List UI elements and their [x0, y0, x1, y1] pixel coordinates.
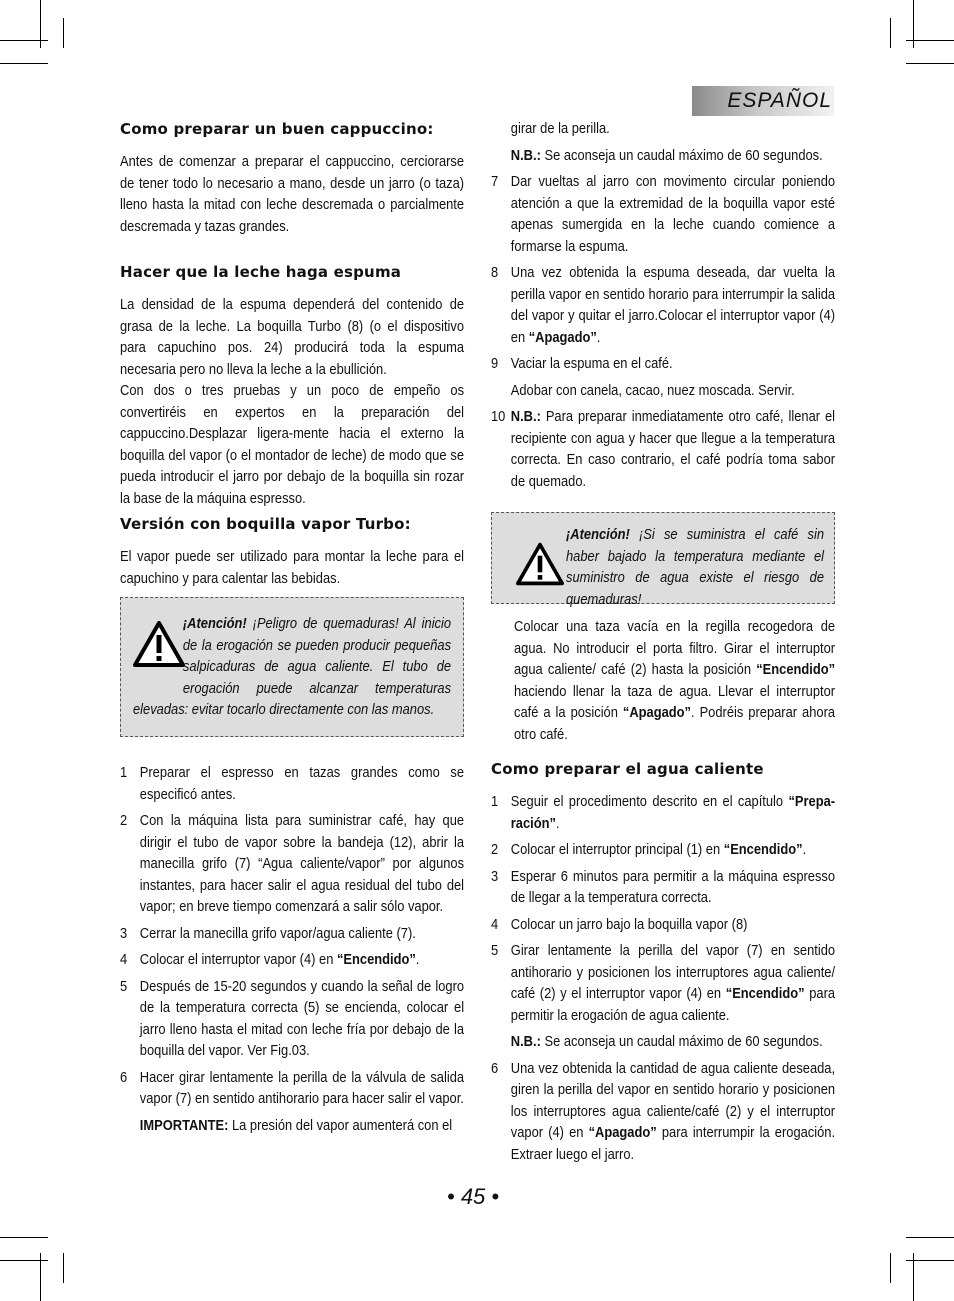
steam-paragraph: El vapor puede ser utilizado para montar la leche para el capuchino y para calentar las bebidas. — [120, 548, 465, 587]
item-text — [140, 949, 464, 971]
heading-cappuccino: Como preparar un buen cappuccino: — [120, 120, 434, 138]
item-bold: “Prepa-ración” — [510, 793, 836, 832]
steam-paragraph-block — [120, 546, 464, 589]
item-text-part: Colocar el interruptor principal (1) en — [510, 841, 724, 858]
empty-cup-paragraph — [514, 616, 835, 745]
list-item-sub — [491, 380, 835, 402]
item-number: 7 — [491, 173, 499, 190]
list-item — [120, 1067, 464, 1110]
item-text — [511, 145, 835, 167]
item-text-part: para permitir la erogación de agua caliente. — [510, 985, 836, 1024]
text-bold: “Encendido” — [756, 661, 836, 678]
list-item — [120, 976, 464, 1062]
important-note — [120, 1115, 464, 1137]
warning-body: ¡Si se suministra el café sin haber bajado la temperatura mediante el suministro de agua existe el riesgo de quemaduras! — [566, 526, 825, 608]
item-text-part: para interrumpir la erogación. Extraer luego el jarro. — [510, 1124, 836, 1163]
heading-cappuccino-block — [120, 119, 464, 141]
item-number: 3 — [491, 867, 499, 885]
item-text: Colocar un jarro bajo la boquilla vapor (8) — [510, 915, 748, 933]
warning-label: ¡Atención! — [182, 615, 247, 632]
item-text — [511, 406, 835, 492]
list-item — [120, 762, 464, 805]
hot-water-steps — [491, 791, 835, 1165]
list-item — [120, 923, 464, 945]
item-text: Preparar el espresso en tazas grandes como se especificó antes. — [139, 764, 465, 803]
foam-paragraph-block — [120, 294, 464, 509]
float-spacer — [133, 613, 183, 681]
warning-label: ¡Atención! — [566, 526, 630, 543]
list-item — [491, 940, 835, 1026]
item-bold: “Apagado” — [528, 328, 597, 346]
empty-cup-paragraph-block — [514, 616, 835, 745]
item-text: Esperar 6 minutos para permitir a la máquina espresso de llegar a la temperatura correcta. — [510, 867, 836, 906]
nb-label: N.B.: — [510, 408, 541, 425]
warning-triangle-icon — [516, 541, 564, 587]
list-item — [491, 839, 835, 861]
item-text-part: Colocar el interruptor vapor (4) en — [139, 951, 337, 968]
crop-mark — [40, 0, 41, 48]
crop-mark — [40, 1253, 41, 1301]
crop-mark — [913, 1253, 914, 1301]
item-text-part: . — [555, 814, 560, 832]
item-number: 10 — [491, 408, 506, 425]
crop-mark — [0, 63, 48, 64]
item-text-part: Una vez obtenida la cantidad de agua caliente deseada, giren la perilla del vapor en sentido horario y posicionen los interruptores agua caliente/café (2) y el interruptor vapor (4) en — [510, 1059, 836, 1141]
item-number: 5 — [491, 942, 499, 959]
heading-hot-water: Como preparar el agua caliente — [491, 760, 764, 778]
item-number: 9 — [491, 355, 499, 372]
steps-list-right — [491, 118, 835, 492]
important-text: La presión del vapor aumenterá con el — [228, 1116, 453, 1134]
intro-paragraph: Antes de comenzar a preparar el cappuccino, cerciorarse de tener todo lo necesario a mano, desde un jarro (o taza) lleno hasta la mitad con leche descremada o parcialmente descremada y tazas grandes. — [120, 153, 465, 235]
intro-paragraph-block — [120, 151, 464, 237]
item-text — [511, 1058, 835, 1166]
warning-box-burns — [120, 597, 464, 737]
item-text: Adobar con canela, cacao, nuez moscada. Servir. — [510, 381, 795, 399]
item-number: 8 — [491, 264, 499, 281]
nb-label: N.B.: — [510, 1033, 541, 1050]
list-item — [491, 791, 835, 834]
list-item — [491, 262, 835, 348]
item-text — [511, 940, 835, 1026]
item-number: 3 — [120, 924, 128, 942]
nb-note — [491, 145, 835, 167]
list-item — [491, 406, 835, 492]
item-number: 6 — [491, 1059, 499, 1077]
item-text — [511, 262, 835, 348]
heading-turbo-block — [120, 514, 464, 536]
steps-list-left — [120, 762, 464, 1136]
item-text: Vaciar la espuma en el café. — [510, 355, 673, 372]
item-text — [511, 1031, 835, 1053]
crop-mark — [63, 18, 64, 48]
item-text-part: . — [802, 841, 807, 858]
foam-paragraph: La densidad de la espuma dependerá del contenido de grasa de la leche. La boquilla Turbo (8) (o el dispositivo para capuchino pos. 24) producirá toda la espuma necesaria pero no lleva la leche a la ebullición. — [120, 296, 465, 378]
item-text: Con la máquina lista para suministrar café, hay que dirigir el tubo de vapor sobre la bandeja (12), abrir la manecilla grifo (7) “Agua caliente/vapor” por algunos instantes, para hacer salir el agua residual del tubo del vapor; en breve tiempo comenzará a salir sólo vapor. — [139, 812, 465, 915]
item-text — [511, 791, 835, 834]
item-text: Dar vueltas al jarro con movimento circular poniendo atención a que la extremidad de la boquilla vapor esté apenas sumergida en la leche cuando comience a formarse la espuma. — [510, 173, 836, 255]
heading-foam-block — [120, 262, 464, 284]
nb-text: Se aconseja un caudal máximo de 60 segundos. — [540, 146, 823, 164]
warning-text-coffee — [566, 524, 824, 610]
item-text — [511, 839, 835, 861]
important-label: IMPORTANTE: — [139, 1116, 229, 1134]
item-text — [140, 1115, 464, 1137]
list-item — [491, 1058, 835, 1166]
item-number: 4 — [120, 951, 128, 968]
warning-text-burns — [133, 613, 451, 721]
item-number: 2 — [491, 841, 499, 858]
item-number: 5 — [120, 977, 128, 995]
heading-foam: Hacer que la leche haga espuma — [120, 263, 402, 281]
item-text-part: Girar lentamente la perilla del vapor (7) en sentido antihorario y posicionen los interruptores agua caliente/ café (2) y el interruptor vapor (4) en — [510, 942, 836, 1002]
item-text-part: . — [596, 328, 601, 346]
item-text-part: . — [415, 951, 420, 968]
nb-note — [491, 1031, 835, 1053]
crop-mark — [906, 1237, 954, 1238]
list-item — [120, 810, 464, 918]
item-number: 1 — [120, 764, 128, 781]
item-text: Después de 15-20 segundos y cuando la señal de logro de la temperatura correcta (5) se encienda, colocar el jarro lleno hasta el mitad con leche fría por debajo de la boquilla del vapor. Ver Fig.03. — [139, 977, 465, 1059]
warning-body: ¡Peligro de quemaduras! Al inicio de la erogación se pueden producir pequeñas salpicaduras de agua caliente. El tubo de erogación puede alcanzar temperaturas elevadas: evitar tocarlo directamente con las manos. — [133, 615, 452, 718]
item-number: 1 — [491, 793, 499, 810]
list-item — [491, 866, 835, 909]
item-text: Cerrar la manecilla grifo vapor/agua caliente (7). — [139, 924, 416, 942]
crop-mark — [906, 63, 954, 64]
list-item-continued — [491, 118, 835, 140]
list-item — [491, 914, 835, 936]
item-bold: “Encendido” — [725, 985, 805, 1002]
crop-mark — [913, 0, 914, 48]
item-bold: “Apagado” — [588, 1124, 657, 1141]
warning-box-coffee — [491, 512, 835, 608]
language-label: ESPAÑOL — [727, 89, 832, 112]
item-number: 6 — [120, 1068, 128, 1086]
nb-text: Se aconseja un caudal máximo de 60 segundos. — [540, 1033, 823, 1050]
list-item — [120, 949, 464, 971]
item-text-part: Seguir el procedimento descrito en el capítulo — [510, 793, 789, 810]
crop-mark — [890, 18, 891, 48]
item-bold: “Encendido” — [336, 951, 416, 968]
text-part: . Podréis preparar ahora otro café. — [514, 704, 836, 743]
nb-label: N.B.: — [510, 146, 541, 164]
crop-mark — [890, 1253, 891, 1283]
text-part: haciendo llenar la taza de agua. Llevar el interruptor café a la posición — [514, 682, 836, 721]
practice-paragraph: Con dos o tres pruebas y un poco de empeño os convertiréis en expertos en la preparación del cappuccino.Desplazar ligera-mente hacia el externo la boquilla del vapor (o el montador de leche) de modo que se pueda introducir el jarro por debajo de la boquilla sin rozar la base de la máquina espresso. — [120, 382, 465, 507]
item-bold: “Encendido” — [723, 841, 803, 858]
item-text: girar de la perilla. — [510, 120, 610, 137]
item-text-part: Para preparar inmediatamente otro café, llenar el recipiente con agua y hacer que llegue a la temperatura correcta. En caso contrario, el café podría toma sabor de quemado. — [510, 408, 836, 490]
item-text: Hacer girar lentamente la perilla de la válvula de salida vapor (7) en sentido antihorario para hacer salir el vapor. — [139, 1068, 465, 1107]
text-bold: “Apagado” — [622, 704, 691, 721]
crop-mark — [63, 1253, 64, 1283]
list-item — [491, 171, 835, 257]
list-item — [491, 353, 835, 375]
crop-mark — [0, 1237, 48, 1238]
heading-turbo: Versión con boquilla vapor Turbo: — [120, 515, 411, 533]
item-number: 2 — [120, 812, 128, 829]
heading-hot-water-block — [491, 759, 835, 781]
page-number: • 45 • — [447, 1184, 500, 1209]
item-text-part: Una vez obtenida la espuma deseada, dar vuelta la perilla vapor en sentido horario para interrumpir la salida del vapor y quitar el jarro.Colocar el interruptor vapor (4) en — [510, 264, 836, 346]
item-number: 4 — [491, 915, 499, 933]
text-part: Colocar una taza vacía en la regilla recogedora de agua. No introducir el porta filtro. Girar el interruptor agua caliente/ café (2) hasta la posición — [514, 618, 836, 678]
language-tab — [692, 86, 834, 116]
